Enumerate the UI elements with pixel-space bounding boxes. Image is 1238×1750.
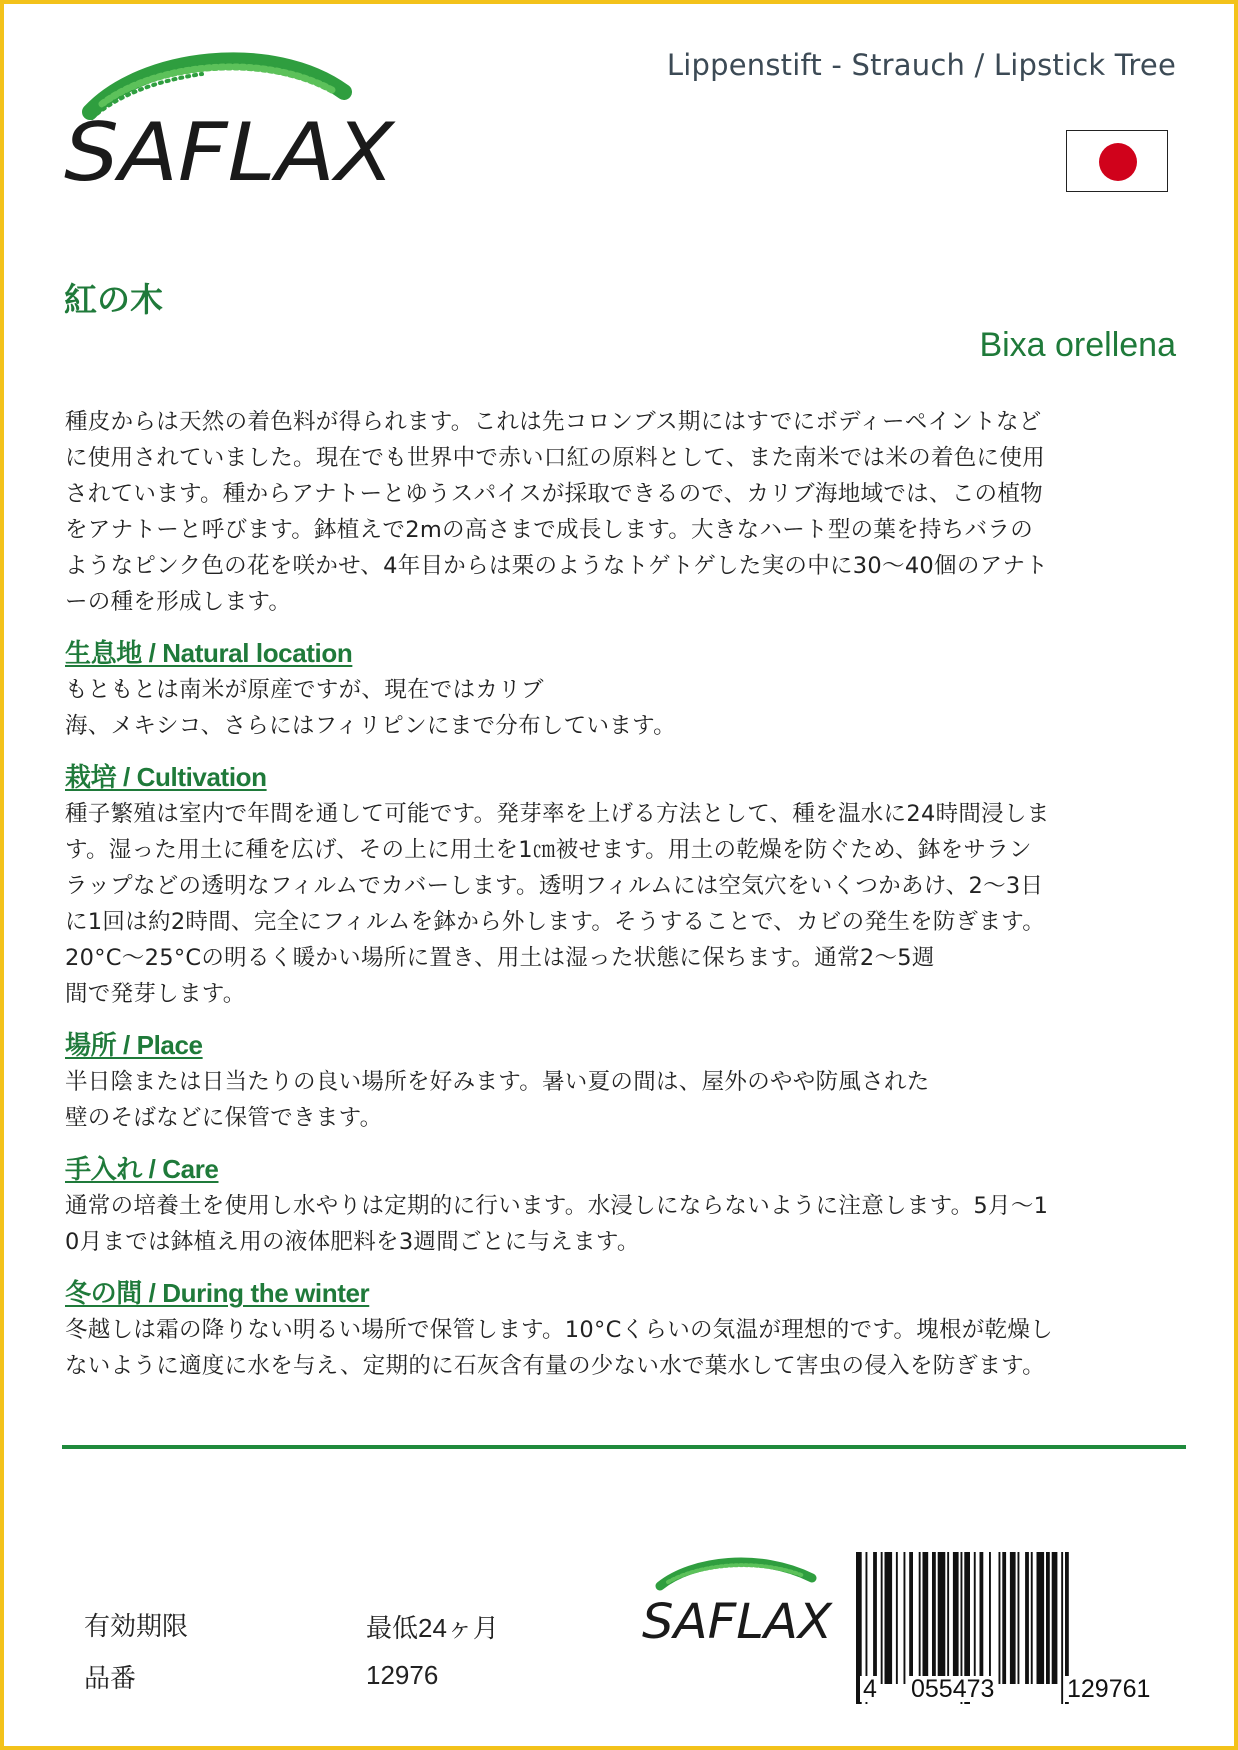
text-line: 種子繁殖は室内で年間を通して可能です。発芽率を上げる方法として、種を温水に24時間浸しま: [65, 801, 1050, 827]
description-content: [65, 404, 1189, 1384]
barcode-bar: [974, 1552, 976, 1684]
green-swoosh-icon: [660, 1562, 812, 1586]
intro-line: に使用されていました。現在でも世界中で赤い口紅の原料として、また南米では米の着色に使用: [65, 445, 1045, 471]
section-text-care: [65, 1188, 1189, 1260]
japan-flag-icon: [1066, 130, 1168, 192]
text-line: 間で発芽します。: [65, 981, 246, 1007]
text-line: に1回は約2時間、完全にフィルムを鉢から外します。そうすることで、カビの発生を防ぎます。: [65, 909, 1046, 935]
text-line: もともとは南米が原産ですが、現在ではカリブ: [65, 677, 544, 703]
product-title: Lippenstift - Strauch / Lipstick Tree: [666, 48, 1176, 82]
intro-line: をアナトーと呼びます。鉢植えで2mの高さまで成長します。大きなハート型の葉を持ちバラの: [65, 517, 1034, 543]
section-heading-care: 手入れ / Care: [65, 1154, 219, 1184]
section-heading-winter: 冬の間 / During the winter: [65, 1278, 370, 1308]
text-line: 冬越しは霜の降りない明るい場所で保管します。10°Cくらいの気温が理想的です。塊根が乾燥し: [65, 1317, 1053, 1343]
intro-line: 種皮からは天然の着色料が得られます。これは先コロンブス期にはすでにボディーペイントなど: [65, 409, 1042, 435]
intro-line: されています。種からアナトーとゆうスパイスが採取できるので、カリブ海地域では、この植物: [65, 481, 1043, 507]
barcode-bar: [989, 1552, 991, 1684]
text-line: 20°C〜25°Cの明るく暖かい場所に置き、用土は湿った状態に保ちます。通常2～5週: [65, 945, 935, 971]
svg-text:SAFLAX: SAFLAX: [64, 106, 397, 199]
barcode-bar: [1052, 1552, 1058, 1684]
intro-line: ようなピンク色の花を咲かせ、4年目からは栗のようなトゲトゲした実の中に30～40個のアナト: [65, 553, 1049, 579]
barcode-bar: [1010, 1552, 1016, 1684]
barcode-bar: [919, 1552, 921, 1684]
section-text-natural-location: [65, 672, 1189, 744]
text-line: 0月までは鉢植え用の液体肥料を3週間ごとに与えます。: [65, 1229, 640, 1255]
text-line: 海、メキシコ、さらにはフィリピンにまで分布しています。: [65, 713, 676, 739]
item-number-value: 12976: [366, 1660, 439, 1690]
section-heading-natural-location: 生息地 / Natural location: [65, 638, 353, 668]
text-line: ないように適度に水を与え、定期的に石灰含有量の少ない水で葉水して害虫の侵入を防ぎます。: [65, 1353, 1045, 1379]
barcode-bar: [1018, 1552, 1020, 1684]
text-line: ラップなどの透明なフィルムでカバーします。透明フィルムには空気穴をいくつかあけ、2～3日: [65, 873, 1044, 899]
intro-paragraph: [65, 404, 1189, 620]
barcode-bar: [999, 1552, 1001, 1684]
barcode-bar: [881, 1552, 883, 1684]
barcode-bar: [938, 1552, 946, 1684]
expiry-label: 有効期限: [84, 1612, 189, 1642]
barcode-bar: [932, 1552, 936, 1684]
saflax-logo-small: [640, 1552, 836, 1652]
item-number-label: 品番: [84, 1664, 137, 1694]
barcode-bar: [873, 1552, 877, 1684]
section-heading-cultivation: 栽培 / Cultivation: [65, 762, 267, 792]
barcode-bar: [909, 1552, 913, 1684]
footer-divider: [62, 1445, 1186, 1449]
text-line: 壁のそばなどに保管できます。: [65, 1105, 383, 1131]
text-line: 通常の培養土を使用し水やりは定期的に行います。水浸しにならないように注意します。5月～1: [65, 1193, 1049, 1219]
flag-sun: [1099, 143, 1137, 181]
barcode-bar: [953, 1552, 959, 1684]
latin-plant-name: Bixa orellena: [979, 326, 1176, 364]
expiry-value: 最低24ヶ月: [366, 1613, 499, 1643]
barcode-bar: [896, 1552, 898, 1684]
barcode-bar: [1037, 1552, 1045, 1684]
barcode-bar: [980, 1552, 984, 1684]
section-text-cultivation: [65, 796, 1189, 1012]
barcode-lead-digit: 4: [860, 1676, 880, 1702]
barcode-bar: [904, 1552, 906, 1684]
barcode-bar: [1046, 1552, 1050, 1684]
barcode-right-digits: 129761: [1064, 1676, 1153, 1702]
text-line: 半日陰または日当たりの良い場所を好みます。暑い夏の間は、屋外のやや防風された: [65, 1069, 930, 1095]
section-text-place: [65, 1064, 1189, 1136]
barcode-bar: [1061, 1552, 1063, 1704]
barcode-bar: [1002, 1552, 1006, 1684]
barcode-left-digits: 055473: [908, 1676, 997, 1702]
section-heading-place: 場所 / Place: [65, 1030, 203, 1060]
barcode-bar: [923, 1552, 929, 1684]
section-text-winter: [65, 1312, 1189, 1384]
barcode-bar: [1031, 1552, 1033, 1684]
barcode-bar: [947, 1552, 949, 1684]
svg-text:SAFLAX: SAFLAX: [642, 1594, 834, 1650]
intro-line: ーの種を形成します。: [65, 589, 292, 615]
japanese-plant-name: 紅の木: [64, 280, 163, 319]
saflax-logo: [62, 44, 402, 214]
barcode-bar: [1025, 1552, 1029, 1684]
text-line: す。湿った用土に種を広げ、その上に用土を1㎝被せます。用土の乾燥を防ぐため、鉢をサラン: [65, 837, 1032, 863]
barcode-bar: [885, 1552, 893, 1684]
